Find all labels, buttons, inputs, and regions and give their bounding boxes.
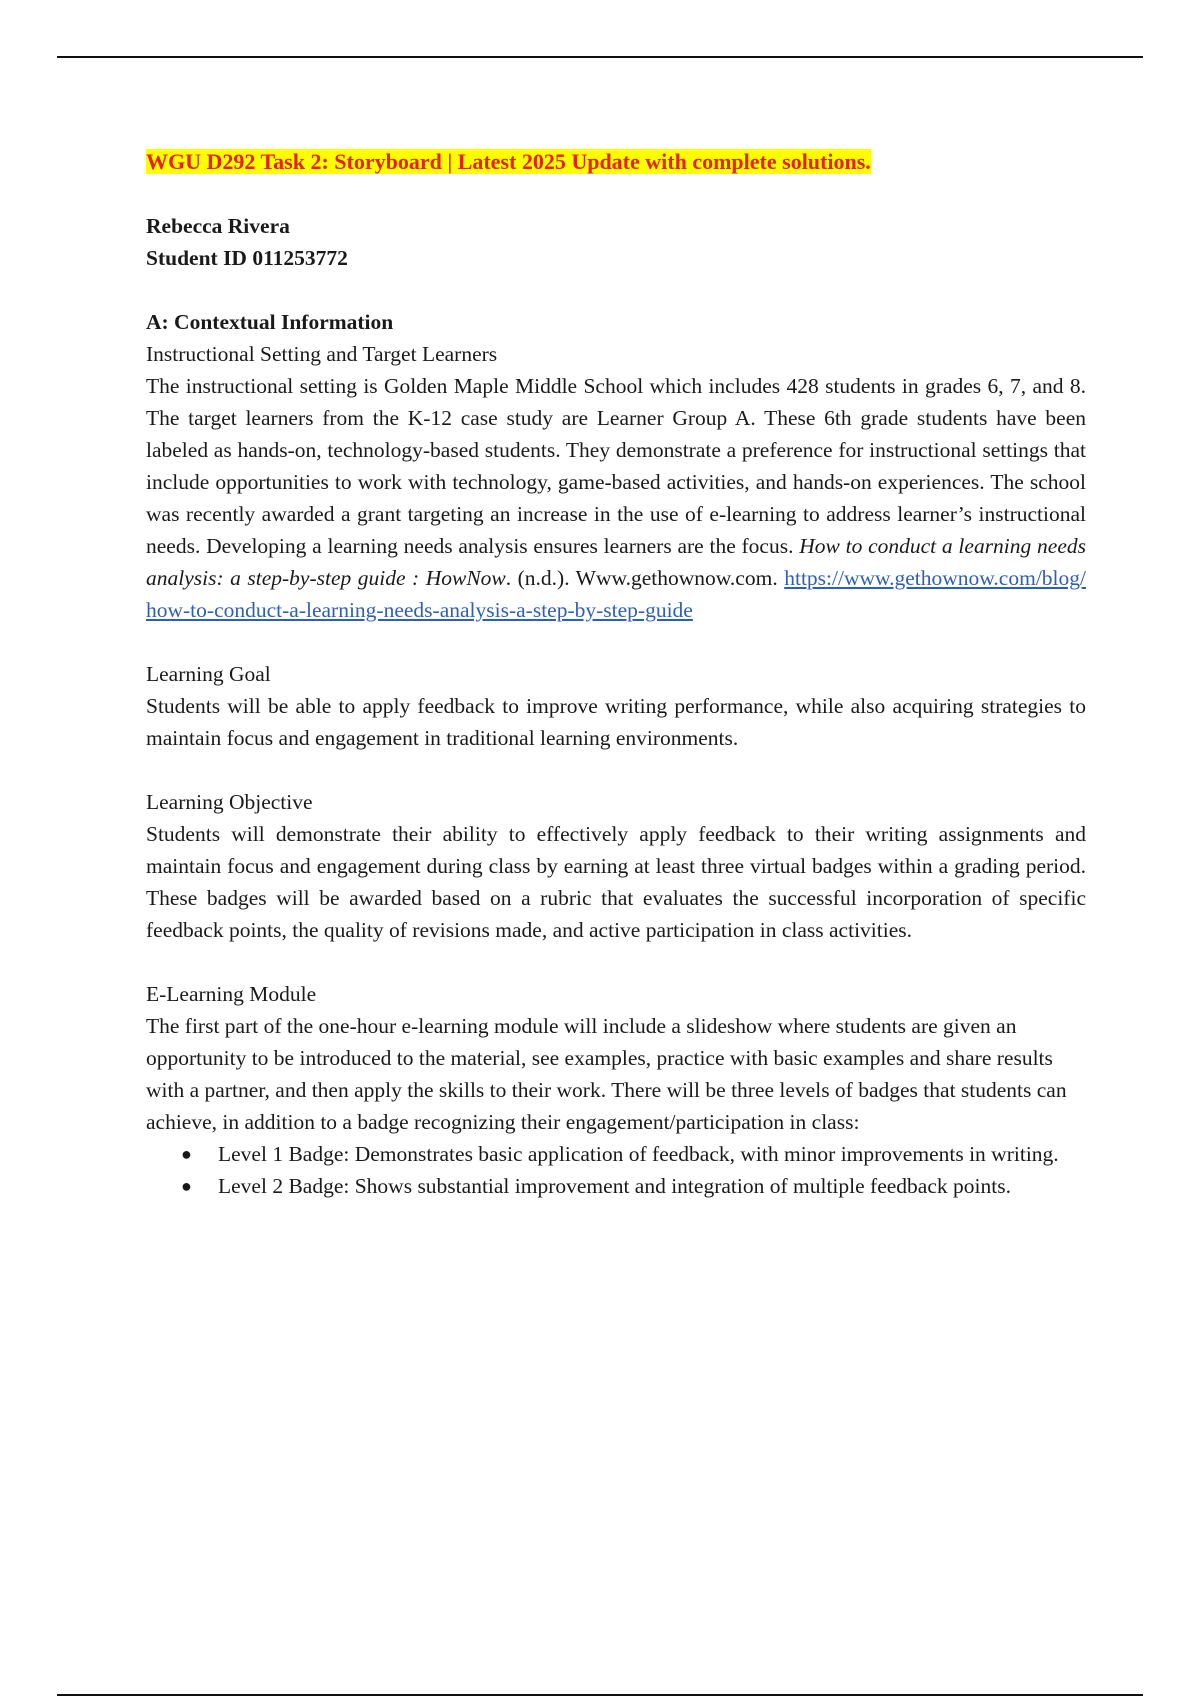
objective-paragraph: Students will demonstrate their ability to effectively apply feedback to their writing assignments and maintain focus and engagement during class by earning at least three virtual badges within a grading period. These badges will be awarded based on a rubric that evaluates the successful incorporation of specific feedback points, the quality of revisions made, and active participation in class activities. — [146, 822, 1086, 942]
bullet-icon: ● — [181, 1176, 192, 1196]
badge-level-1: Level 1 Badge: Demonstrates basic application of feedback, with minor improvements in writing. — [218, 1142, 1059, 1166]
badge-list — [146, 1138, 1086, 1202]
citation-rest: . (n.d.). Www.gethownow.com. — [505, 566, 778, 590]
goal-subheading: Learning Goal — [146, 662, 271, 686]
module-paragraph: The first part of the one-hour e-learning module will include a slideshow where students are given an opportunity to be introduced to the material, see examples, practice with basic examples and share results with a partner, and then apply the skills to their work. There will be three levels of badges that students can achieve, in addition to a badge recognizing their engagement/participation in class: — [146, 1014, 1067, 1134]
top-rule — [57, 56, 1143, 58]
author-name: Rebecca Rivera — [146, 214, 290, 238]
citation-title: How to conduct a learning needs analysis: a step-by-step guide : HowNow — [146, 534, 1086, 590]
goal-paragraph: Students will be able to apply feedback to improve writing performance, while also acquiring strategies to maintain focus and engagement in traditional learning environments. — [146, 694, 1086, 750]
document-body — [146, 146, 1086, 1202]
setting-subheading: Instructional Setting and Target Learners — [146, 342, 498, 366]
bullet-icon: ● — [181, 1144, 192, 1164]
citation-link[interactable]: https://www.gethownow.com/blog/how-to-conduct-a-learning-needs-analysis-a-step-by-step-guide — [146, 566, 1086, 622]
list-item — [181, 1170, 1086, 1202]
section-a-heading: A: Contextual Information — [146, 310, 394, 334]
setting-body: The instructional setting is Golden Maple Middle School which includes 428 students in grades 6, 7, and 8. The target learners from the K-12 case study are Learner Group A. These 6th grade students have been labeled as hands-on, technology-based students. They demonstrate a preference for instructional settings that include opportunities to work with technology, game-based activities, and hands-on experiences. The school was recently awarded a grant targeting an increase in the use of e-learning to address learner’s instructional needs. Developing a learning needs analysis ensures learners are the focus. — [146, 374, 1086, 558]
list-item — [181, 1138, 1086, 1170]
bottom-rule — [57, 1694, 1143, 1696]
student-id: Student ID 011253772 — [146, 246, 348, 270]
objective-subheading: Learning Objective — [146, 790, 313, 814]
badge-level-2: Level 2 Badge: Shows substantial improvement and integration of multiple feedback points. — [218, 1174, 1011, 1198]
title-banner-line — [146, 146, 1086, 178]
module-subheading: E-Learning Module — [146, 982, 317, 1006]
setting-paragraph — [146, 370, 1086, 626]
title-banner: WGU D292 Task 2: Storyboard | Latest 2025 Update with complete solutions. — [146, 149, 871, 174]
